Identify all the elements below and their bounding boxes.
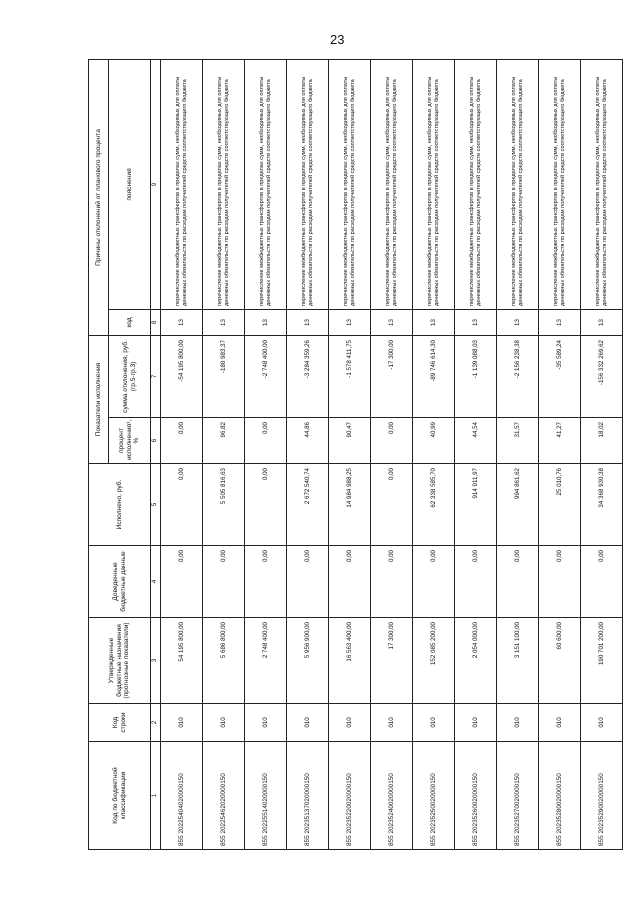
percent-cell: 31,57 [497, 418, 539, 464]
approved-cell: 5 956 900,00 [287, 618, 329, 704]
table-row [329, 60, 371, 850]
percent-cell: 40,99 [413, 418, 455, 464]
column-number: 8 [151, 310, 161, 336]
communicated-cell: 0,00 [455, 546, 497, 618]
communicated-cell: 0,00 [245, 546, 287, 618]
approved-cell: 16 563 400,00 [329, 618, 371, 704]
header-deviation: сумма отклонения, руб. (гр.5-гр.3) [109, 336, 151, 418]
communicated-cell: 0,00 [371, 546, 413, 618]
communicated-cell: 0,00 [581, 546, 623, 618]
table-row [371, 60, 413, 850]
reason-text-cell: перечисление межбюджетных трансфертов в пределах сумм, необходимых для оплаты денежных обязательств по расходам получателей средств соответствующего бюджета [287, 60, 329, 310]
classification-cell: 855 20225514020000150 [245, 742, 287, 850]
percent-cell: 0,00 [245, 418, 287, 464]
communicated-cell: 0,00 [497, 546, 539, 618]
deviation-cell: -3 284 359,26 [287, 336, 329, 418]
approved-cell: 60 600,00 [539, 618, 581, 704]
row-code-cell: 010 [539, 704, 581, 742]
reason-code-cell: 13 [329, 310, 371, 336]
deviation-cell: -54 195 800,00 [161, 336, 203, 418]
reason-code-cell: 13 [497, 310, 539, 336]
table-row [539, 60, 581, 850]
row-code-cell: 010 [455, 704, 497, 742]
reason-text-cell: перечисление межбюджетных трансфертов в пределах сумм, необходимых для оплаты денежных обязательств по расходам получателей средств соответствующего бюджета [539, 60, 581, 310]
header-percent: процент исполнения¹, % [109, 418, 151, 464]
row-code-cell: 010 [329, 704, 371, 742]
approved-cell: 54 195 800,00 [161, 618, 203, 704]
executed-cell: 2 672 540,74 [287, 464, 329, 546]
row-code-cell: 010 [371, 704, 413, 742]
classification-cell: 855 20235250020000150 [413, 742, 455, 850]
approved-cell: 2 054 000,00 [455, 618, 497, 704]
reason-text-cell: перечисление межбюджетных трансфертов в пределах сумм, необходимых для оплаты денежных обязательств по расходам получателей средств соответствующего бюджета [329, 60, 371, 310]
reason-text-cell: перечисление межбюджетных трансфертов в пределах сумм, необходимых для оплаты денежных обязательств по расходам получателей средств соответствующего бюджета [371, 60, 413, 310]
column-number: 9 [151, 60, 161, 310]
reason-code-cell: 13 [581, 310, 623, 336]
table-row [161, 60, 203, 850]
header-approved: Утвержденные бюджетные назначения (прогнозные показатели) [89, 618, 151, 704]
table-row [287, 60, 329, 850]
row-code-cell: 010 [581, 704, 623, 742]
executed-cell: 0,00 [245, 464, 287, 546]
deviation-cell: -35 589,24 [539, 336, 581, 418]
header-reason-code: код [109, 310, 151, 336]
percent-cell: 0,00 [371, 418, 413, 464]
communicated-cell: 0,00 [161, 546, 203, 618]
executed-cell: 14 984 988,25 [329, 464, 371, 546]
table-row [413, 60, 455, 850]
percent-cell: 18,02 [581, 418, 623, 464]
classification-cell: 855 20235260020000150 [455, 742, 497, 850]
reason-text-cell: перечисление межбюджетных трансфертов в пределах сумм, необходимых для оплаты денежных обязательств по расходам получателей средств соответствующего бюджета [455, 60, 497, 310]
percent-cell: 96,82 [203, 418, 245, 464]
reason-code-cell: 13 [371, 310, 413, 336]
approved-cell: 190 701 200,00 [581, 618, 623, 704]
table-row [203, 60, 245, 850]
percent-cell: 41,27 [539, 418, 581, 464]
approved-cell: 5 686 800,00 [203, 618, 245, 704]
classification-cell: 855 20235280020000150 [539, 742, 581, 850]
table-row [581, 60, 623, 850]
communicated-cell: 0,00 [539, 546, 581, 618]
reason-code-cell: 13 [455, 310, 497, 336]
deviation-cell: -156 332 269,62 [581, 336, 623, 418]
row-code-cell: 010 [413, 704, 455, 742]
approved-cell: 2 748 400,00 [245, 618, 287, 704]
approved-cell: 3 151 100,00 [497, 618, 539, 704]
deviation-cell: -180 983,37 [203, 336, 245, 418]
deviation-cell: -1 578 411,75 [329, 336, 371, 418]
reason-text-cell: перечисление межбюджетных трансфертов в пределах сумм, необходимых для оплаты денежных обязательств по расходам получателей средств соответствующего бюджета [497, 60, 539, 310]
table-row [497, 60, 539, 850]
row-code-cell: 010 [203, 704, 245, 742]
column-number: 4 [151, 546, 161, 618]
header-reasons-group: Причины отклонений от планового процента [89, 60, 109, 336]
page-number: 23 [330, 32, 345, 47]
executed-cell: 0,00 [161, 464, 203, 546]
table-row [245, 60, 287, 850]
classification-cell: 855 20235240020000150 [371, 742, 413, 850]
executed-cell: 25 010,76 [539, 464, 581, 546]
percent-cell: 44,86 [287, 418, 329, 464]
communicated-cell: 0,00 [413, 546, 455, 618]
executed-cell: 0,00 [371, 464, 413, 546]
row-code-cell: 010 [287, 704, 329, 742]
executed-cell: 62 338 585,70 [413, 464, 455, 546]
row-code-cell: 010 [497, 704, 539, 742]
percent-cell: 90,47 [329, 418, 371, 464]
executed-cell: 994 861,62 [497, 464, 539, 546]
classification-cell: 855 20225404020000150 [161, 742, 203, 850]
row-code-cell: 010 [245, 704, 287, 742]
reason-text-cell: перечисление межбюджетных трансфертов в пределах сумм, необходимых для оплаты денежных обязательств по расходам получателей средств соответствующего бюджета [581, 60, 623, 310]
reason-code-cell: 13 [413, 310, 455, 336]
executed-cell: 34 368 930,38 [581, 464, 623, 546]
header-communicated: Доведенные бюджетные данные [89, 546, 151, 618]
reason-code-cell: 13 [539, 310, 581, 336]
percent-cell: 0,00 [161, 418, 203, 464]
reason-code-cell: 13 [245, 310, 287, 336]
column-number: 6 [151, 418, 161, 464]
classification-cell: 855 20225462020000150 [203, 742, 245, 850]
deviation-cell: -89 746 614,30 [413, 336, 455, 418]
deviation-cell: -1 139 088,03 [455, 336, 497, 418]
row-code-cell: 010 [161, 704, 203, 742]
deviation-cell: -17 300,00 [371, 336, 413, 418]
budget-execution-table [88, 59, 623, 850]
header-reason-text: пояснения [109, 60, 151, 310]
report-table-container [88, 60, 623, 850]
column-number: 3 [151, 618, 161, 704]
reason-text-cell: перечисление межбюджетных трансфертов в пределах сумм, необходимых для оплаты денежных обязательств по расходам получателей средств соответствующего бюджета [413, 60, 455, 310]
column-number: 5 [151, 464, 161, 546]
communicated-cell: 0,00 [203, 546, 245, 618]
reason-code-cell: 13 [203, 310, 245, 336]
reason-code-cell: 13 [287, 310, 329, 336]
header-row-code: Код строки [89, 704, 151, 742]
column-number: 2 [151, 704, 161, 742]
executed-cell: 5 505 816,63 [203, 464, 245, 546]
classification-cell: 855 20235220020000150 [329, 742, 371, 850]
classification-cell: 855 20235270020000150 [497, 742, 539, 850]
deviation-cell: -2 156 238,38 [497, 336, 539, 418]
header-classification: Код по бюджетной классификации [89, 742, 151, 850]
deviation-cell: -2 748 400,00 [245, 336, 287, 418]
column-number: 1 [151, 742, 161, 850]
classification-cell: 855 20235137020000150 [287, 742, 329, 850]
header-indicators-group: Показатели исполнения [89, 336, 109, 464]
table-body [161, 60, 623, 850]
approved-cell: 152 085 200,00 [413, 618, 455, 704]
reason-text-cell: перечисление межбюджетных трансфертов в пределах сумм, необходимых для оплаты денежных обязательств по расходам получателей средств соответствующего бюджета [203, 60, 245, 310]
reason-text-cell: перечисление межбюджетных трансфертов в пределах сумм, необходимых для оплаты денежных обязательств по расходам получателей средств соответствующего бюджета [245, 60, 287, 310]
reason-text-cell: перечисление межбюджетных трансфертов в пределах сумм, необходимых для оплаты денежных обязательств по расходам получателей средств соответствующего бюджета [161, 60, 203, 310]
approved-cell: 17 300,00 [371, 618, 413, 704]
reason-code-cell: 13 [161, 310, 203, 336]
executed-cell: 914 911,97 [455, 464, 497, 546]
column-number-row [151, 60, 161, 850]
header-executed: Исполнено, руб. [89, 464, 151, 546]
column-number: 7 [151, 336, 161, 418]
communicated-cell: 0,00 [287, 546, 329, 618]
percent-cell: 44,54 [455, 418, 497, 464]
table-row [455, 60, 497, 850]
classification-cell: 855 20235290020000150 [581, 742, 623, 850]
communicated-cell: 0,00 [329, 546, 371, 618]
